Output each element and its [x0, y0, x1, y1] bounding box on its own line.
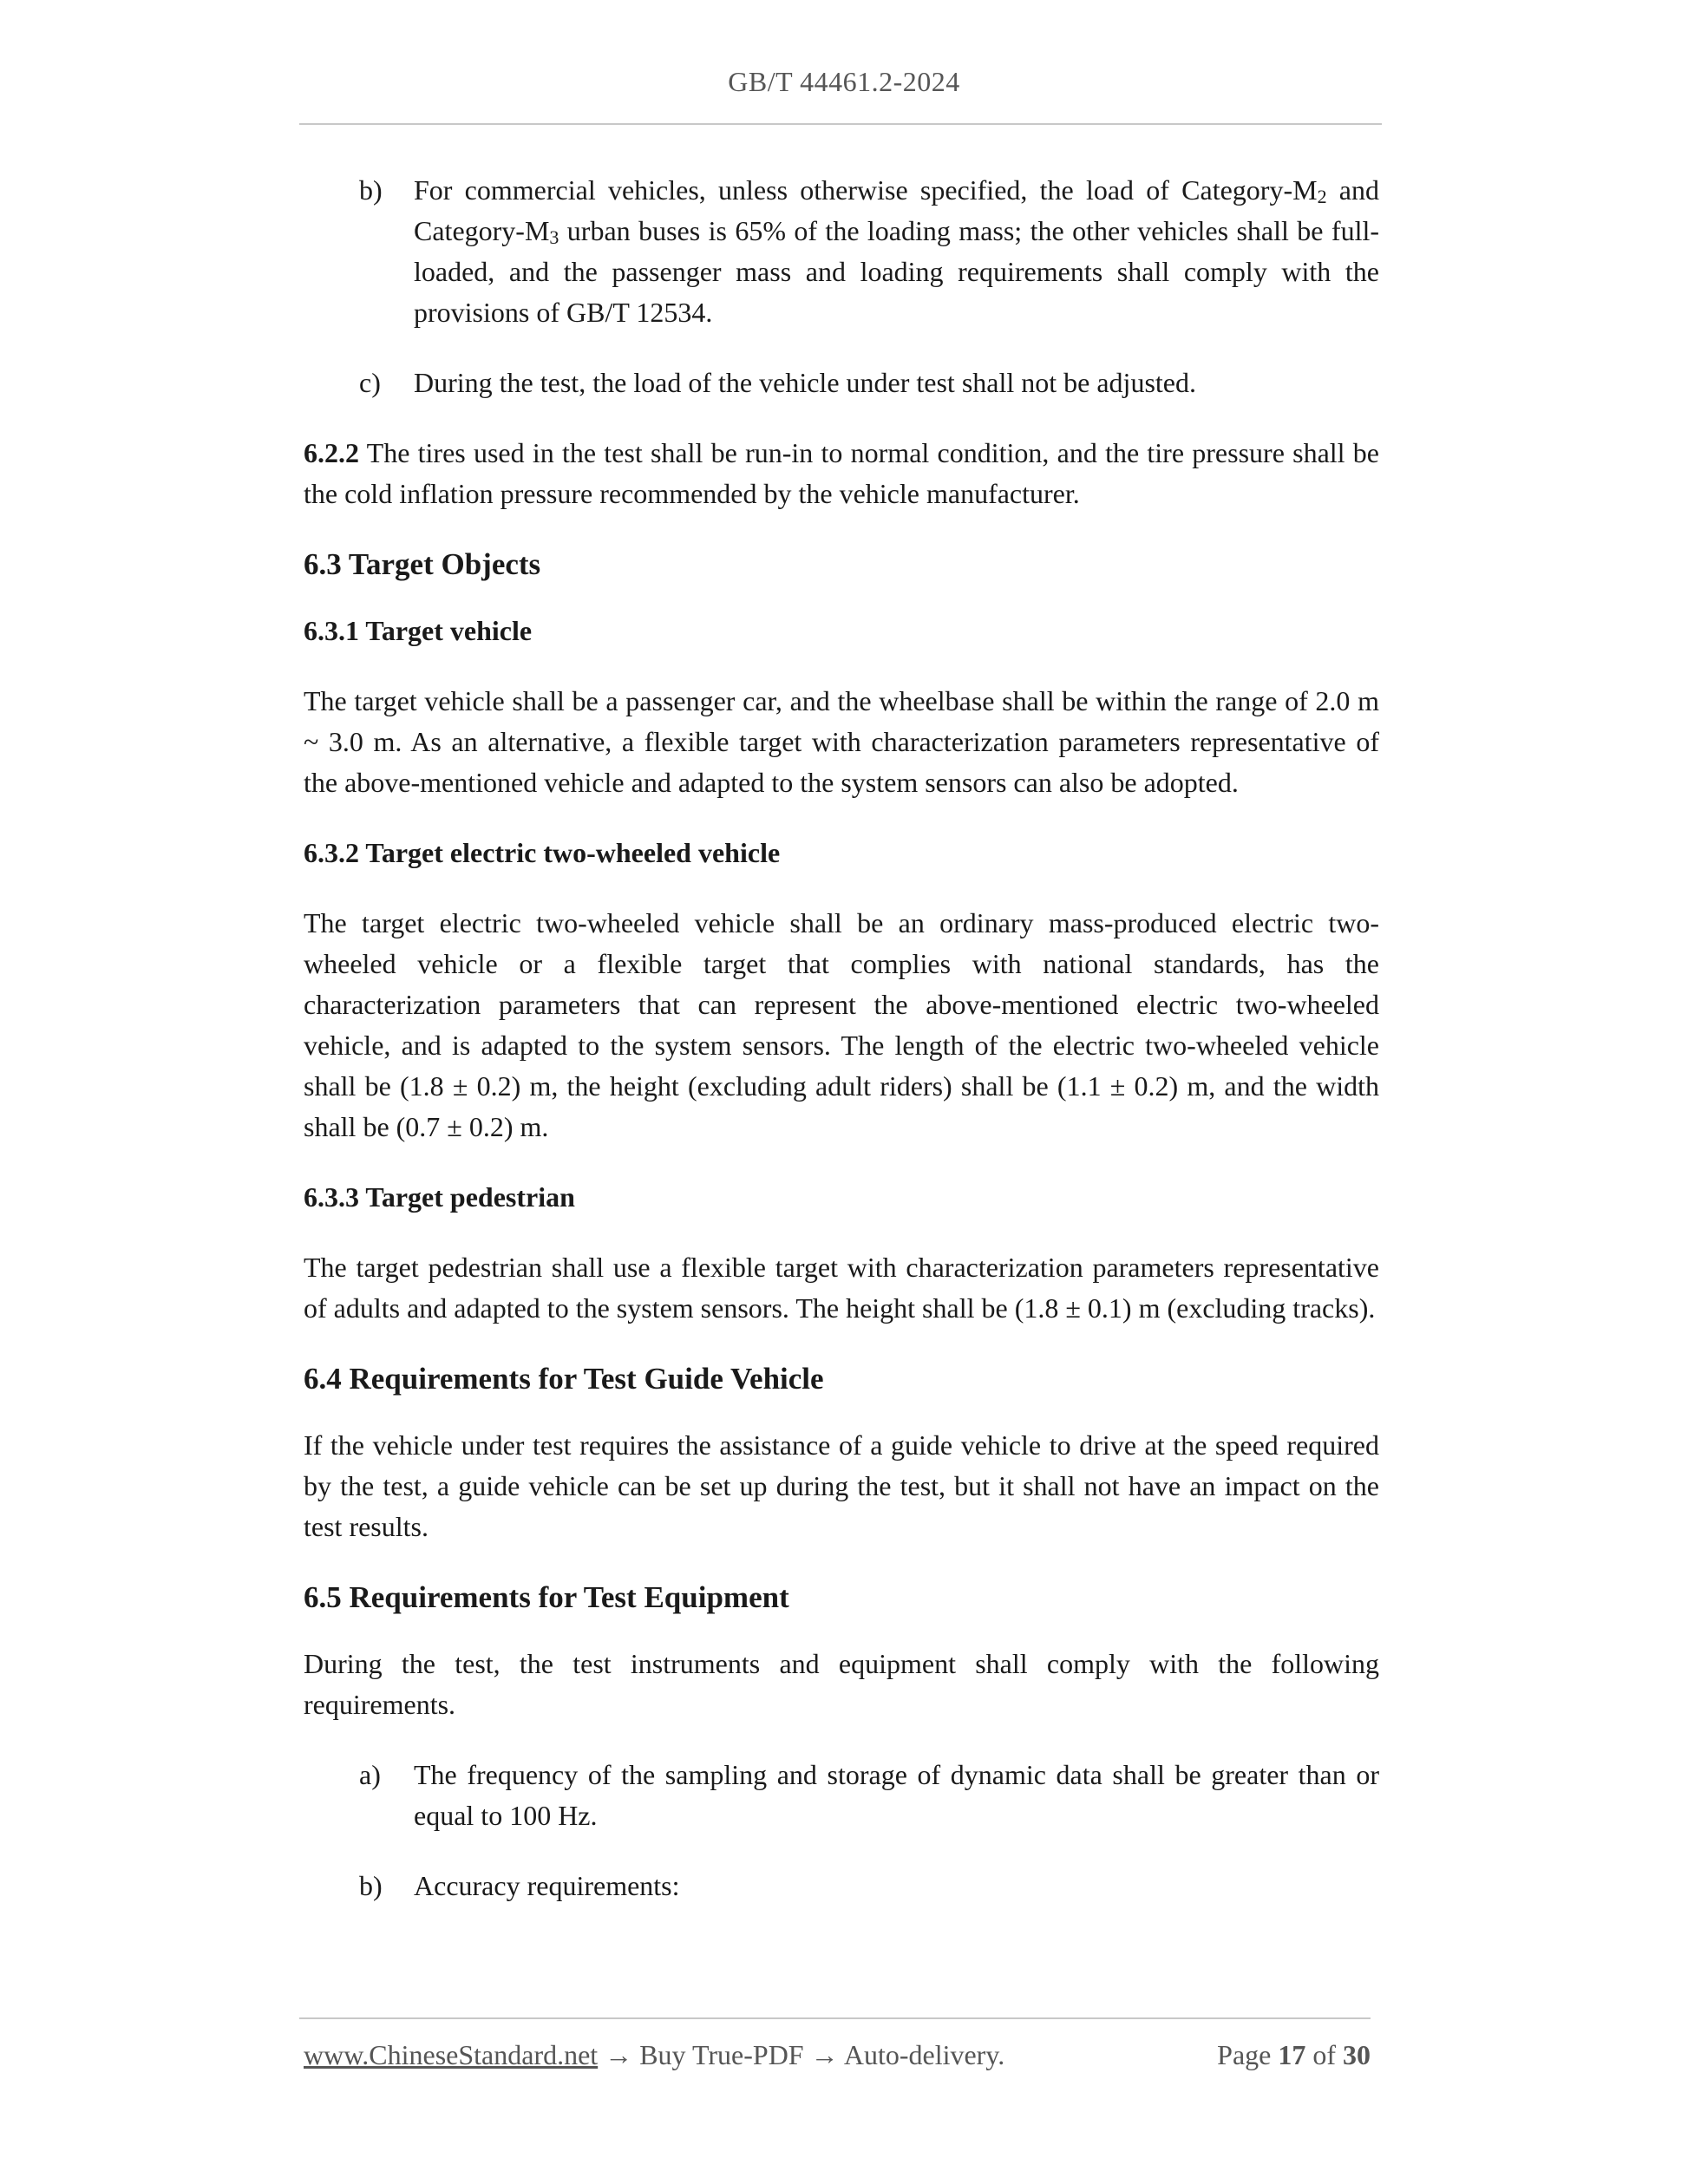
buy-true-pdf-text: Buy True-PDF	[639, 2039, 804, 2070]
list-marker: c)	[359, 367, 381, 398]
section-heading-6-5: 6.5 Requirements for Test Equipment	[304, 1580, 789, 1614]
list-item-text: For commercial vehicles, unless otherwise specified, the load of Category-$M_2$ and Category-$M_3$ urban buses is 65% of the loading mass; the other vehicles shall be full-loaded, and the passenger mass and loading requirements shall comply with the provisions of GB/T 12534.	[414, 174, 1380, 328]
list-item-text: The frequency of the sampling and storage of dynamic data shall be greater than or equal to 100 Hz.	[414, 1759, 1379, 1831]
arrow-right-icon: →	[803, 2039, 844, 2070]
page-body	[304, 170, 1379, 1936]
auto-delivery-text: Auto-delivery.	[843, 2039, 1005, 2070]
page-header: GB/T 44461.2-2024	[728, 66, 960, 97]
clause-6-2-2: 6.2.2 The tires used in the test shall be run-in to normal condition, and the tire pressure shall be the cold inflation pressure recommended by the vehicle manufacturer.	[304, 437, 1379, 509]
arrow-right-icon: →	[598, 2039, 640, 2070]
section-heading-6-3-3: 6.3.3 Target pedestrian	[304, 1181, 575, 1213]
paragraph-6-3-3: The target pedestrian shall use a flexible target with characterization parameters representative of adults and adapted to the system sensors. The height shall be (1.8 ± 0.1) m (excluding tracks).	[304, 1252, 1379, 1324]
paragraph-6-3-1: The target vehicle shall be a passenger car, and the wheelbase shall be within the range of 2.0 m ~ 3.0 m. As an alternative, a flexible target with characterization parameters representative of the above-mentioned vehicle and adapted to the system sensors can also be adopted.	[304, 685, 1379, 798]
list-item	[304, 363, 1379, 403]
current-page: 17	[1278, 2039, 1306, 2070]
list-item	[304, 170, 1379, 333]
list-marker: a)	[359, 1759, 381, 1790]
total-pages: 30	[1343, 2039, 1371, 2070]
list-item-text: Accuracy requirements:	[414, 1870, 680, 1901]
clause-number: 6.2.2	[304, 437, 359, 468]
section-heading-6-4: 6.4 Requirements for Test Guide Vehicle	[304, 1362, 824, 1396]
header-divider	[299, 123, 1382, 125]
section-heading-6-3-1: 6.3.1 Target vehicle	[304, 615, 533, 646]
list-marker: b)	[359, 1870, 383, 1901]
list-item	[304, 1755, 1379, 1836]
section-heading-6-3-2: 6.3.2 Target electric two-wheeled vehicle	[304, 837, 781, 868]
footer-divider	[299, 2017, 1371, 2019]
paragraph-6-5: During the test, the test instruments and equipment shall comply with the following requirements.	[304, 1648, 1379, 1720]
page-number: Page 17 of 30	[1217, 2039, 1371, 2070]
chinesestandard-link[interactable]: www.ChineseStandard.net	[304, 2039, 599, 2070]
list-item-text: During the test, the load of the vehicle under test shall not be adjusted.	[414, 367, 1196, 398]
list-item	[304, 1866, 1379, 1906]
section-heading-6-3: 6.3 Target Objects	[304, 547, 541, 581]
paragraph-6-3-2: The target electric two-wheeled vehicle shall be an ordinary mass-produced electric two-wheeled vehicle or a flexible target that complies with national standards, has the characterization parameters that can represent the above-mentioned electric two-wheeled vehicle, and is adapted to the system sensors. The length of the electric two-wheeled vehicle shall be (1.8 ± 0.2) m, the height (excluding adult riders) shall be (1.1 ± 0.2) m, and the width shall be (0.7 ± 0.2) m.	[304, 907, 1379, 1142]
list-marker: b)	[359, 174, 383, 206]
paragraph-6-4: If the vehicle under test requires the assistance of a guide vehicle to drive at the speed required by the test, a guide vehicle can be set up during the test, but it shall not have an impact on the test results.	[304, 1429, 1379, 1542]
footer-promo	[304, 2035, 1004, 2076]
